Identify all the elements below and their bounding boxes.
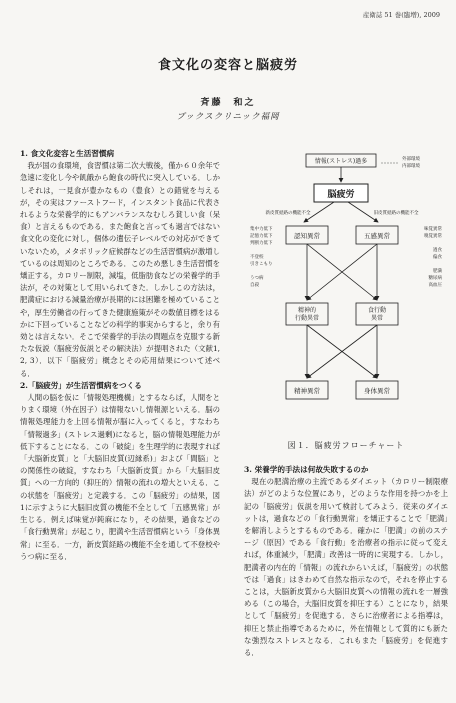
brain-fatigue-label: 脳疲労 <box>327 190 355 200</box>
senses-label: 五感異常 <box>364 232 390 240</box>
left-notes <box>250 225 273 288</box>
left-note-0: 集中力低下 <box>250 227 273 232</box>
right-column <box>244 464 448 659</box>
section-3-heading: 3. 栄養学的手法は何故失敗するのか <box>244 465 369 474</box>
mental-behavior-l1: 精神的 <box>297 307 317 314</box>
paper-title: 食文化の変容と脳疲労 <box>157 58 298 73</box>
section-2-body: 人間の脳を仮に「情報処理機構」とするならば，人間をとりまく環境（外在因子）は情報ないし情報源といえる．脳の情報処理能力を上回る情報が脳に入ってくると，すなわち「情報過多」(ストレス過剰)になると，脳の情報処理能力が低下することになる．この「破綻」を生理学的に表現すれば「大脳新皮質」と「大脳旧皮質(辺縁系)」および「間脳」との関係性の破綻，すなわち「大脳新皮質」から「大脳旧皮質」への一方向的（抑圧的）情報の流れの増大といえる．この状態を「脳疲労」と定義する．この「脳疲労」の結果，図1に示すように大脳旧皮質の機能不全として「五感異常」が生じる．例えば味覚が鈍麻になり，その結果，過食などの「食行動異常」が起こり，肥満や生活習慣病という「身体異常」に至る．一方，新皮質経路の機能不全を通して不登校やうつ病に至る． <box>20 393 220 561</box>
food-behavior-l2: 異常 <box>370 315 384 322</box>
info-overload-label: 情報(ストレス)過多 <box>314 158 368 165</box>
author-name: 斉藤 和之 <box>200 98 256 108</box>
figure-caption: 図１．脳疲労フローチャート <box>287 441 405 450</box>
external-env-label: 外部環境 <box>402 157 420 162</box>
right-note-3: 過食 <box>433 248 442 253</box>
figure-1 <box>246 150 446 438</box>
internal-env-label: 内部環境 <box>402 164 420 169</box>
left-column <box>20 148 220 563</box>
left-note-5: 引きこもり <box>250 262 273 267</box>
right-notes <box>424 225 442 288</box>
section-3-body: 現在の肥満治療の主流であるダイエット（カロリー制限療法）がどのような位置にあり，どのような作用を持つかを上記の「脳疲労」仮説を用いて検討してみよう．従来のダイエットは，過食などの「食行動異常」を矯正することで「肥満」を解消しようとするものである．確かに「肥満」の前のステージ（原因）である「食行動」を治療者の指示に従って変えれば，体重減少，「肥満」改善は一時的に実現する．しかし，肥満者の内在的「情報」の流れからいえば，「脳疲労」の状態では「過食」はきわめて自然な指示なので，それを停止することは，大脳新皮質から大脳旧皮質への情報の流れを一層強める（この場合，大脳旧皮質を抑圧する）ことになり，結果として「脳疲労」を促進する．さらに治療者による指導は，抑圧と禁止指導であるために，外在情報として質的にも新たな強烈なストレスとなる．これもまた「脳疲労」を促進する． <box>244 477 448 658</box>
right-note-6: 肥満 <box>433 269 442 274</box>
section-1-body: 我が国の食環境，食習慣は第二次大戦後，僅か６０余年で急速に変化し今や飢餓から飽食の時代に突入している．しかしそれは，一見食が豊かなもの（豊食）との錯覚を与えるが，その実はファーストフード，インスタント食品に代表されるような栄養学的にもアンバランスなむしろ貧しい食（呆食）と言えるものである．また飽食と言っても過言ではない食文化の変化に対し，個体の遺伝子レベルでの対応ができていないため，メタボリック症候群などの生活習慣病が激増しているのは周知のところである．このため悪しき生活習慣を矯正する，カロリー制限，減塩，低脂肪食などの栄養学的手法が，その対策として用いられてきた．しかしこの方法は，肥満症における減量治療が長期的には困難を極めていることや，厚生労働省の行ってきた健康施策がその数値目標をはるかに下回っていることなどの科学的事実からすると，余り有効とは言えない．そこで栄養学的手法の問題点を克服する新たな仮説（脳疲労仮説とその解決法）が提唱された（文献1, 2, 3）．以下「脳疲労」概念とその応用結果について述べる． <box>20 161 220 378</box>
old-cortex-label: 旧皮質経路の機能不全 <box>373 211 419 216</box>
left-note-2: 判断力低下 <box>250 241 273 246</box>
right-note-4: 偏食 <box>433 255 442 260</box>
right-note-8: 高血圧 <box>428 283 442 288</box>
section-1-heading: 1. 食文化変容と生活習慣病 <box>20 149 115 158</box>
brain-fatigue-flowchart <box>246 150 446 438</box>
right-note-1: 嗅覚異常 <box>424 234 442 239</box>
journal-header: 産衛誌 51 巻(臨増), 2009 <box>362 11 440 19</box>
left-note-8: 自殺 <box>250 283 259 288</box>
food-behavior-label <box>368 306 386 322</box>
section-2-heading: 2.「脳疲労」が生活習慣病をつくる <box>20 380 142 390</box>
cognition-label: 認知異常 <box>294 232 320 240</box>
food-behavior-l1: 食行動 <box>367 307 387 314</box>
right-note-0: 味覚異常 <box>424 227 442 232</box>
psych-label: 精神異常 <box>294 387 320 395</box>
author-affiliation: ブックスクリニック福岡 <box>176 112 280 122</box>
mental-behavior-label <box>295 306 319 322</box>
body-label: 身体異常 <box>364 387 390 395</box>
right-note-7: 糖尿病 <box>428 276 442 281</box>
left-note-4: 不登校 <box>250 255 264 260</box>
left-note-1: 記憶力低下 <box>250 234 273 239</box>
neo-cortex-label: 新皮質経路の機能不全 <box>265 211 311 216</box>
mental-behavior-l2: 行動異常 <box>294 315 320 322</box>
left-note-7: うつ病 <box>250 276 264 281</box>
